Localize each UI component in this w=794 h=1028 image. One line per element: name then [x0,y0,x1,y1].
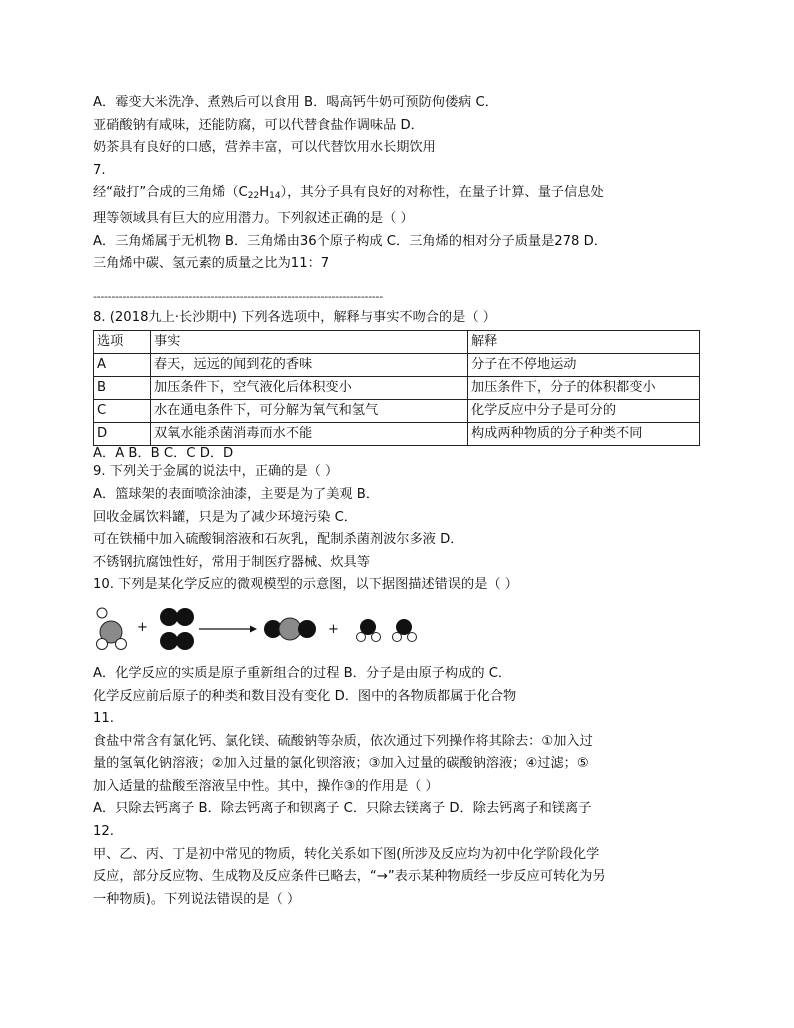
table-cell: D [94,423,151,446]
option-line: 三角烯中碳、氢元素的质量之比为11：7 [93,256,330,272]
table-row [94,423,700,446]
question-11 [93,708,708,821]
table-cell: A [94,354,151,377]
q6-option-line: 奶茶具有良好的口感，营养丰富，可以代替饮用水长期饮用 [93,140,436,156]
reactant-molecule-2 [160,608,194,650]
question-stem-line: 理等领域具有巨大的应用潜力。下列叙述正确的是（ ） [93,210,414,226]
option-line: 回收金属饮料罐，只是为了减少环境污染 C． [93,509,357,525]
option-line: A．篮球架的表面喷涂油漆，主要是为了美观 B． [93,486,380,502]
table-cell: 春天，远远的闻到花的香味 [151,354,468,377]
table-cell: 水在通电条件下，可分解为氧气和氢气 [151,400,468,423]
separator-line: ------------------------------------------------------------------------------- [93,289,383,303]
question-stem-line: 加入适量的盐酸至溶液呈中性。其中，操作③的作用是（ ） [93,778,439,794]
document-body [93,92,708,911]
table-cell: B [94,377,151,400]
table-row [94,400,700,423]
table-header-cell: 选项 [94,331,151,354]
reactant-molecule-1 [97,608,127,650]
question-stem-line: 量的氢氧化钠溶液；②加入过量的氯化钡溶液；③加入过量的碳酸钠溶液；④过滤；⑤ [93,756,589,772]
question-9 [93,461,708,574]
q6-option-line: 亚硝酸钠有咸味，还能防腐，可以代替食盐作调味品 D． [93,117,424,133]
product-molecule-1 [264,618,316,640]
option-line: A．A B．B C．C D．D [93,446,234,462]
table-cell: 加压条件下，分子的体积都变小 [468,377,700,400]
option-line: A．化学反应的实质是原子重新组合的过程 B．分子是由原子构成的 C． [93,665,512,681]
question-8 [93,307,708,462]
table-cell: C [94,400,151,423]
table-cell: 分子在不停地运动 [468,354,700,377]
plus-sign: + [328,621,339,637]
reaction-arrow [199,625,257,632]
question-stem-line: 反应，部分反应物、生成物及反应条件已略去，“→”表示某种物质经一步反应可转化为另 [93,869,606,885]
question-stem-line: 食盐中常含有氯化钙、氯化镁、硫酸钠等杂质，依次通过下列操作将其除去：①加入过 [93,733,593,749]
q6-options [93,92,708,160]
table-header-cell: 事实 [151,331,468,354]
question-number: 7. [93,162,106,178]
question-7 [93,160,708,276]
product-molecule-2 [357,619,417,642]
question-stem: 经“敲打”合成的三角烯$(C_{22}H_{14})$，其分子具有良好的对称性，在量子计算、量子信息处 [93,185,604,202]
question-number: 11. [93,711,114,727]
table-cell: 双氧水能杀菌消毒而水不能 [151,423,468,446]
option-line: A．只除去钙离子 B．除去钙离子和钡离子 C．只除去镁离子 D．除去钙离子和镁离子 [93,801,592,817]
question-stem: 8. (2018九上·长沙期中) 下列各选项中，解释与事实不吻合的是（ ） [93,309,496,325]
table-cell: 化学反应中分子是可分的 [468,400,700,423]
question-number: 12. [93,824,114,840]
option-line: 化学反应前后原子的种类和数目没有变化 D．图中的各物质都属于化合物 [93,688,517,704]
question-stem-line: 一种物质)。下列说法错误的是（ ） [93,891,301,907]
option-line: 不锈钢抗腐蚀性好，常用于制医疗器械、炊具等 [93,554,370,570]
question-10 [93,574,708,708]
table-cell: 加压条件下，空气液化后体积变小 [151,377,468,400]
question-stem-line: 甲、乙、丙、丁是初中常见的物质，转化关系如下图(所涉及反应均为初中化学阶段化学 [93,846,600,862]
facts-table [93,330,700,446]
table-header-row [94,331,700,354]
table-row [94,354,700,377]
reaction-model-diagram [93,605,708,653]
q6-option-line: A．霉变大米洗净、煮熟后可以食用 B．喝高钙牛奶可预防佝偻病 C． [93,95,498,110]
option-line: A．三角烯属于无机物 B．三角烯由36个原子构成 C．三角烯的相对分子质量是278 D． [93,233,607,249]
option-line: 可在铁桶中加入硫酸铜溶液和石灰乳，配制杀菌剂波尔多液 D． [93,532,464,548]
reaction-diagram-svg [93,605,433,653]
table-row [94,377,700,400]
question-stem: 10. 下列是某化学反应的微观模型的示意图，以下据图描述错误的是（ ） [93,577,518,593]
question-12 [93,821,708,911]
table-cell: 构成两种物质的分子种类不同 [468,423,700,446]
question-stem: 9. 下列关于金属的说法中，正确的是（ ） [93,464,339,480]
plus-sign: + [137,619,148,635]
table-header-cell: 解释 [468,331,700,354]
